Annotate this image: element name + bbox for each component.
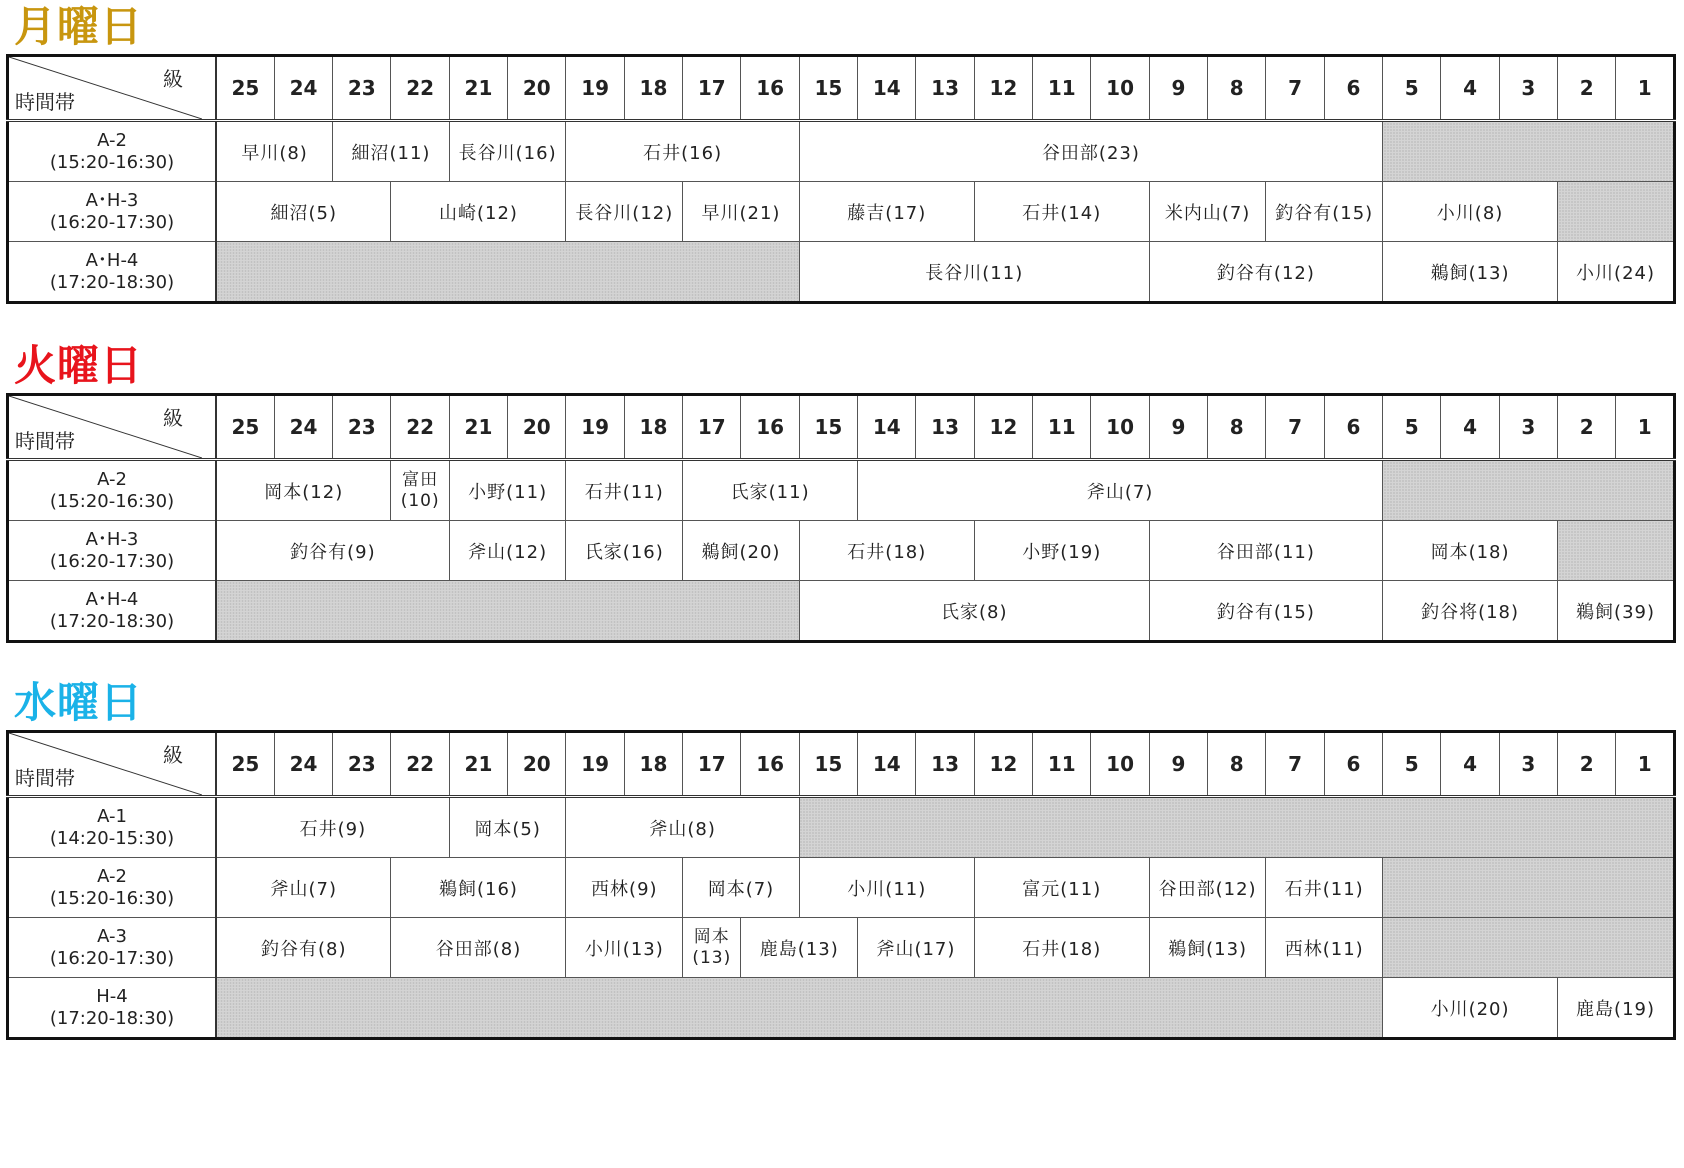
schedule-row [8, 858, 1675, 918]
grade-header: 5 [1383, 732, 1441, 797]
class-cell: 氏家(11) [683, 460, 858, 521]
class-cell: 斧山(7) [216, 858, 391, 918]
empty-cell [1383, 121, 1675, 182]
grade-header: 16 [741, 56, 799, 121]
grade-header: 5 [1383, 56, 1441, 121]
time-slot-line: (17:20-18:30) [49, 1007, 175, 1029]
grade-header: 25 [216, 56, 274, 121]
grade-header: 7 [1266, 395, 1324, 460]
class-cell: 長谷川(12) [566, 182, 683, 242]
schedule-row [8, 121, 1675, 182]
class-cell: 岡本(12) [216, 460, 391, 521]
grade-header: 21 [449, 732, 507, 797]
class-cell: 石井(9) [216, 797, 449, 858]
corner-time-label: 時間帯 [15, 429, 75, 453]
empty-cell [216, 242, 799, 303]
class-cell: 石井(18) [974, 918, 1149, 978]
grade-header: 15 [799, 732, 857, 797]
class-cell: 小野(19) [974, 521, 1149, 581]
schedule-row [8, 521, 1675, 581]
grade-header: 20 [508, 395, 566, 460]
grade-header: 12 [974, 56, 1032, 121]
class-cell: 斧山(8) [566, 797, 799, 858]
class-cell: 斧山(12) [449, 521, 566, 581]
grade-header: 15 [799, 395, 857, 460]
grade-header: 9 [1149, 56, 1207, 121]
class-cell: 小川(20) [1383, 978, 1558, 1039]
class-cell: 釣谷有(15) [1266, 182, 1383, 242]
class-cell: 斧山(17) [858, 918, 975, 978]
empty-cell [1383, 460, 1675, 521]
grade-header: 9 [1149, 732, 1207, 797]
grade-header: 10 [1091, 56, 1149, 121]
time-slot-line: A･H-3 [85, 189, 139, 211]
grade-header: 13 [916, 395, 974, 460]
grade-header: 3 [1499, 56, 1557, 121]
class-cell: 石井(11) [1266, 858, 1383, 918]
class-cell: 小川(24) [1558, 242, 1675, 303]
class-cell [683, 918, 741, 978]
grade-header: 22 [391, 732, 449, 797]
class-cell: 細沼(11) [333, 121, 450, 182]
grade-header: 24 [274, 395, 332, 460]
class-cell: 米内山(7) [1149, 182, 1266, 242]
day-title: 水曜日 [14, 678, 144, 727]
grade-header: 2 [1558, 395, 1616, 460]
grade-header-row [8, 56, 1675, 121]
time-slot [8, 460, 217, 521]
time-slot-line: A-1 [97, 805, 127, 827]
schedule-table [6, 54, 1676, 304]
class-cell: 富元(11) [974, 858, 1149, 918]
schedule-table [6, 393, 1676, 643]
grade-header-row [8, 732, 1675, 797]
time-slot-line: (14:20-15:30) [49, 827, 175, 849]
time-slot [8, 581, 217, 642]
class-cell: 鵜飼(16) [391, 858, 566, 918]
class-cell: 藤吉(17) [799, 182, 974, 242]
class-cell: 鹿島(19) [1558, 978, 1675, 1039]
class-cell: 氏家(8) [799, 581, 1149, 642]
class-cell: 石井(16) [566, 121, 799, 182]
grade-header: 22 [391, 395, 449, 460]
grade-header: 23 [333, 56, 391, 121]
schedule-row [8, 182, 1675, 242]
grade-header: 18 [624, 732, 682, 797]
grade-header: 24 [274, 56, 332, 121]
grade-header: 23 [333, 732, 391, 797]
grade-header: 1 [1616, 395, 1675, 460]
time-slot-line: A-3 [97, 925, 127, 947]
grade-header: 21 [449, 56, 507, 121]
class-cell: 岡本(5) [449, 797, 566, 858]
grade-header: 5 [1383, 395, 1441, 460]
grade-header: 10 [1091, 732, 1149, 797]
class-cell: 岡本(7) [683, 858, 800, 918]
time-slot-line: H-4 [96, 985, 128, 1007]
grade-header: 25 [216, 395, 274, 460]
grade-header: 4 [1441, 395, 1499, 460]
grade-header: 1 [1616, 732, 1675, 797]
class-cell: 細沼(5) [216, 182, 391, 242]
grade-header: 6 [1324, 732, 1382, 797]
time-slot-line: A-2 [97, 468, 127, 490]
grade-header: 17 [683, 56, 741, 121]
class-cell: 長谷川(16) [449, 121, 566, 182]
grade-header: 19 [566, 56, 624, 121]
grade-header: 22 [391, 56, 449, 121]
corner-header [8, 395, 217, 460]
corner-grade-label: 級 [163, 743, 183, 767]
grade-header: 14 [858, 56, 916, 121]
time-slot [8, 978, 217, 1039]
grade-header: 24 [274, 732, 332, 797]
class-cell-line: (13) [692, 947, 732, 968]
time-slot [8, 242, 217, 303]
class-cell: 氏家(16) [566, 521, 683, 581]
grade-header: 4 [1441, 732, 1499, 797]
grade-header: 2 [1558, 732, 1616, 797]
class-cell: 谷田部(23) [799, 121, 1382, 182]
class-cell: 谷田部(8) [391, 918, 566, 978]
grade-header: 9 [1149, 395, 1207, 460]
grade-header: 4 [1441, 56, 1499, 121]
class-cell: 西林(9) [566, 858, 683, 918]
time-slot-line: (16:20-17:30) [49, 947, 175, 969]
class-cell: 小川(13) [566, 918, 683, 978]
grade-header: 7 [1266, 732, 1324, 797]
time-slot-line: A･H-3 [85, 528, 139, 550]
grade-header: 8 [1208, 732, 1266, 797]
grade-header: 25 [216, 732, 274, 797]
time-slot-line: (17:20-18:30) [49, 610, 175, 632]
class-cell [391, 460, 449, 521]
time-slot [8, 858, 217, 918]
time-slot-line: (16:20-17:30) [49, 550, 175, 572]
time-slot-line: A-2 [97, 129, 127, 151]
schedule-table [6, 730, 1676, 1040]
class-cell: 谷田部(11) [1149, 521, 1382, 581]
class-cell: 小野(11) [449, 460, 566, 521]
empty-cell [1558, 182, 1675, 242]
grade-header-row [8, 395, 1675, 460]
grade-header: 15 [799, 56, 857, 121]
schedule-row [8, 978, 1675, 1039]
grade-header: 16 [741, 395, 799, 460]
corner-time-label: 時間帯 [15, 766, 75, 790]
class-cell: 石井(14) [974, 182, 1149, 242]
schedule-row [8, 918, 1675, 978]
grade-header: 16 [741, 732, 799, 797]
class-cell: 早川(21) [683, 182, 800, 242]
class-cell-line: 富田 [402, 469, 439, 490]
class-cell: 長谷川(11) [799, 242, 1149, 303]
grade-header: 12 [974, 732, 1032, 797]
empty-cell [216, 581, 799, 642]
grade-header: 19 [566, 732, 624, 797]
class-cell: 小川(8) [1383, 182, 1558, 242]
schedule-row [8, 581, 1675, 642]
grade-header: 7 [1266, 56, 1324, 121]
time-slot [8, 521, 217, 581]
grade-header: 8 [1208, 395, 1266, 460]
grade-header: 23 [333, 395, 391, 460]
class-cell: 石井(18) [799, 521, 974, 581]
grade-header: 3 [1499, 732, 1557, 797]
time-slot-line: A･H-4 [85, 588, 139, 610]
grade-header: 21 [449, 395, 507, 460]
empty-cell [1558, 521, 1675, 581]
class-cell: 釣谷有(9) [216, 521, 449, 581]
time-slot-line: A･H-4 [85, 249, 139, 271]
class-cell: 鵜飼(39) [1558, 581, 1675, 642]
grade-header: 11 [1033, 732, 1091, 797]
grade-header: 6 [1324, 395, 1382, 460]
grade-header: 14 [858, 395, 916, 460]
grade-header: 20 [508, 732, 566, 797]
class-cell: 釣谷有(12) [1149, 242, 1382, 303]
grade-header: 8 [1208, 56, 1266, 121]
class-cell: 小川(11) [799, 858, 974, 918]
empty-cell [1383, 858, 1675, 918]
corner-grade-label: 級 [163, 406, 183, 430]
time-slot-line: (16:20-17:30) [49, 211, 175, 233]
time-slot [8, 121, 217, 182]
time-slot [8, 182, 217, 242]
grade-header: 19 [566, 395, 624, 460]
class-cell: 西林(11) [1266, 918, 1383, 978]
grade-header: 18 [624, 56, 682, 121]
grade-header: 14 [858, 732, 916, 797]
grade-header: 20 [508, 56, 566, 121]
grade-header: 2 [1558, 56, 1616, 121]
corner-time-label: 時間帯 [15, 90, 75, 114]
class-cell: 谷田部(12) [1149, 858, 1266, 918]
grade-header: 18 [624, 395, 682, 460]
day-title: 月曜日 [14, 2, 144, 51]
time-slot-line: (15:20-16:30) [49, 490, 175, 512]
time-slot-line: (15:20-16:30) [49, 151, 175, 173]
grade-header: 1 [1616, 56, 1675, 121]
empty-cell [216, 978, 1383, 1039]
grade-header: 17 [683, 732, 741, 797]
class-cell: 早川(8) [216, 121, 333, 182]
class-cell: 鵜飼(13) [1383, 242, 1558, 303]
class-cell: 斧山(7) [858, 460, 1383, 521]
class-cell: 石井(11) [566, 460, 683, 521]
class-cell: 釣谷有(15) [1149, 581, 1382, 642]
time-slot [8, 918, 217, 978]
time-slot-line: (17:20-18:30) [49, 271, 175, 293]
time-slot-line: A-2 [97, 865, 127, 887]
grade-header: 3 [1499, 395, 1557, 460]
grade-header: 12 [974, 395, 1032, 460]
grade-header: 17 [683, 395, 741, 460]
grade-header: 6 [1324, 56, 1382, 121]
corner-header [8, 732, 217, 797]
schedule-row [8, 242, 1675, 303]
class-cell-line: 岡本 [693, 926, 730, 947]
grade-header: 11 [1033, 395, 1091, 460]
time-slot [8, 797, 217, 858]
class-cell: 鹿島(13) [741, 918, 858, 978]
schedule-row [8, 460, 1675, 521]
class-cell: 鵜飼(20) [683, 521, 800, 581]
class-cell: 山崎(12) [391, 182, 566, 242]
time-slot-line: (15:20-16:30) [49, 887, 175, 909]
class-cell-line: (10) [400, 490, 440, 511]
class-cell: 釣谷有(8) [216, 918, 391, 978]
grade-header: 13 [916, 732, 974, 797]
empty-cell [799, 797, 1674, 858]
class-cell: 鵜飼(13) [1149, 918, 1266, 978]
day-title: 火曜日 [14, 341, 144, 390]
grade-header: 13 [916, 56, 974, 121]
grade-header: 11 [1033, 56, 1091, 121]
corner-header [8, 56, 217, 121]
schedule-row [8, 797, 1675, 858]
grade-header: 10 [1091, 395, 1149, 460]
class-cell: 釣谷将(18) [1383, 581, 1558, 642]
corner-grade-label: 級 [163, 67, 183, 91]
empty-cell [1383, 918, 1675, 978]
class-cell: 岡本(18) [1383, 521, 1558, 581]
